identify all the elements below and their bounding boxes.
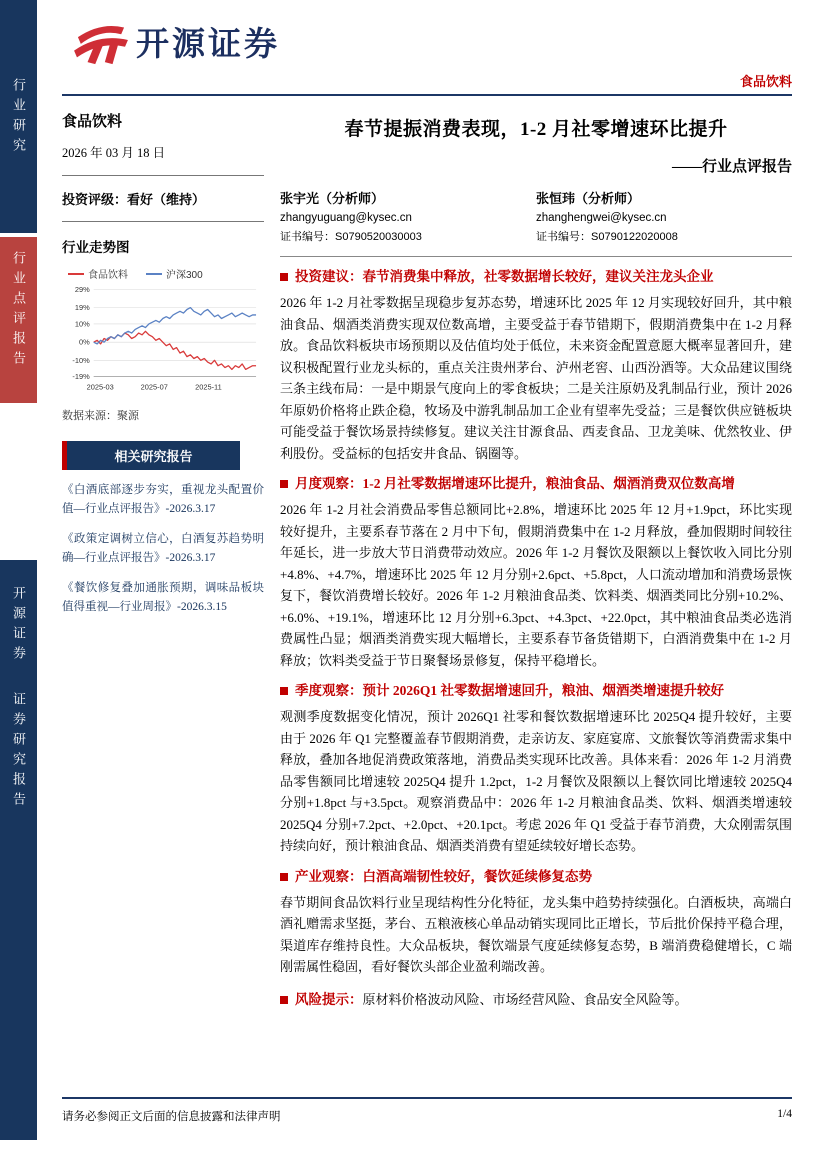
section-body: 观测季度数据变化情况，预计 2026Q1 社零和餐饮数据增速环比 2025Q4 提升较好，主要由于 2026 年 Q1 完整覆盖春节假期消费，走亲访友、家庭宴席、文旅餐饮等消费需求集中释放，叠加各地促消费政策落地，消费品类实现环比改善。具体来看：2026 年 1-2 月消费品零售额同比增速较 2025Q4 提升 1.2pct，1-2 月餐饮及限额以上餐饮同比增速较 2025Q4 分别+1.8pct 与+3.5pct。观察消费品中：2026 年 1-2 月粮油食品类、饮料、烟酒类增速较 2025Q4 分别+7.2pct、+2.0pct、+20.1pct。考虑 2026 年 Q1 受益于春节消费，大众刚需氛围持续向好，预计粮油食品、烟酒类消费有望延续较好增长态势。 bbox=[280, 709, 792, 853]
related-report-link[interactable] bbox=[62, 530, 264, 568]
related-reports-header: 相关研究报告 bbox=[62, 441, 240, 470]
svg-text:2025-03: 2025-03 bbox=[86, 382, 114, 392]
section-heading-text: 投资建议：春节消费集中释放，社零数据增长较好，建议关注龙头企业 bbox=[295, 269, 714, 284]
square-bullet-icon bbox=[280, 873, 288, 881]
report-title: 《餐饮修复叠加通胀预期，调味品板块值得重视—行业周报》 bbox=[62, 582, 264, 613]
trend-chart bbox=[62, 283, 264, 395]
main-column bbox=[280, 96, 792, 1010]
related-report-link[interactable] bbox=[62, 481, 264, 519]
page-number: 1/4 bbox=[777, 1108, 792, 1120]
report-date-suffix: -2026.3.15 bbox=[177, 601, 227, 613]
section-heading bbox=[280, 681, 792, 701]
square-bullet-icon bbox=[280, 480, 288, 488]
report-date-suffix: -2026.3.17 bbox=[165, 503, 216, 515]
square-bullet-icon bbox=[280, 687, 288, 695]
sidebar-bottom-label bbox=[9, 560, 28, 1140]
section-heading bbox=[280, 867, 792, 887]
chart-legend bbox=[68, 266, 264, 281]
legend-label: 沪深300 bbox=[166, 270, 203, 281]
sidebar-industry-research-band bbox=[0, 0, 37, 233]
analyst-email[interactable]: zhangyuguang@kysec.cn bbox=[280, 212, 412, 224]
report-title: 《政策定调树立信心，白酒复苏趋势明确—行业点评报告》 bbox=[62, 533, 264, 564]
report-title: 《白酒底部逐步夯实，重视龙头配置价值—行业点评报告》 bbox=[62, 484, 264, 515]
sidebar-research-text: 证券研究报告 bbox=[11, 692, 26, 812]
sidebar-brand-text: 开源证券 bbox=[11, 586, 26, 666]
square-bullet-icon bbox=[280, 996, 288, 1004]
trend-chart-svg bbox=[62, 283, 260, 395]
brand-name: 开源证券 bbox=[136, 26, 280, 63]
section-heading-text: 季度观察：预计 2026Q1 社零数据增速回升，粮油、烟酒类增速提升较好 bbox=[295, 683, 724, 698]
section-investment-advice bbox=[280, 267, 792, 464]
report-title: 春节提振消费表现，1-2 月社零增速环比提升 bbox=[344, 119, 728, 140]
legend-item-index bbox=[146, 266, 203, 281]
analyst-cert: 证书编号：S0790122020008 bbox=[536, 231, 678, 243]
legend-label: 食品饮料 bbox=[88, 270, 128, 281]
analyst-name: 张宇光（分析师） bbox=[280, 191, 385, 206]
page-header bbox=[62, 0, 792, 96]
industry-title: 食品饮料 bbox=[62, 114, 123, 130]
report-date-suffix: -2026.3.17 bbox=[165, 552, 216, 564]
section-heading bbox=[280, 267, 792, 287]
report-subtitle: ——行业点评报告 bbox=[671, 159, 792, 175]
sidebar-brand-band bbox=[0, 560, 37, 1140]
brand-logo bbox=[72, 16, 280, 66]
sidebar-top-label: 行业研究 bbox=[11, 78, 26, 158]
svg-text:-19%: -19% bbox=[72, 372, 90, 382]
section-monthly-observation bbox=[280, 474, 792, 671]
report-date: 2026 年 03 月 18 日 bbox=[62, 143, 264, 176]
legend-item-industry bbox=[68, 266, 128, 281]
svg-text:2025-07: 2025-07 bbox=[140, 382, 168, 392]
investment-rating: 投资评级：看好（维持） bbox=[62, 176, 264, 222]
data-source-note: 数据来源：聚源 bbox=[62, 410, 139, 422]
related-report-link[interactable] bbox=[62, 579, 264, 617]
content-area bbox=[62, 0, 792, 1010]
risk-heading: 风险提示： bbox=[295, 991, 363, 1007]
legend-line-blue-icon bbox=[146, 273, 162, 275]
header-category-label: 食品饮料 bbox=[739, 74, 792, 89]
section-heading-text: 月度观察：1-2 月社零数据增速环比提升，粮油食品、烟酒消费双位数高增 bbox=[295, 476, 735, 491]
svg-text:-10%: -10% bbox=[72, 355, 90, 365]
risk-warning bbox=[280, 990, 792, 1010]
section-heading bbox=[280, 474, 792, 494]
svg-text:19%: 19% bbox=[74, 303, 90, 313]
section-heading-text: 产业观察：白酒高端韧性较好，餐饮延续修复态势 bbox=[295, 868, 592, 884]
risk-body: 原材料价格波动风险、市场经营风险、食品安全风险等。 bbox=[362, 991, 688, 1007]
svg-text:29%: 29% bbox=[74, 285, 90, 295]
page-footer bbox=[62, 1097, 792, 1124]
section-body: 2026 年 1-2 月社零数据呈现稳步复苏态势，增速环比 2025 年 12 月实现较好回升，其中粮油食品、烟酒类消费实现双位数高增，主要受益于春节错期下，假期消费集中在 1-2 月释放。食品饮料板块市场预期以及估值均处于低位，未来资金配置意愿大概率显著回升，建议积极配置行业龙头标的，重点关注贵州茅台、泸州老窖、山西汾酒等。大众品建议围绕三条主线布局：一是中期景气度向上的零食板块；二是关注原奶及乳制品行业，预计 2026 年原奶价格将止跌企稳，牧场及中游乳制品加工企业有望率先受益；三是餐饮供应链板块可能受益于餐饮场景持续修复。建议关注甘源食品、西麦食品、卫龙美味、优然牧业、伊利股份。受益标的包括安井食品、锅圈等。 bbox=[280, 295, 792, 461]
svg-text:2025-11: 2025-11 bbox=[195, 382, 222, 392]
analyst-block bbox=[280, 188, 792, 257]
two-column-layout bbox=[62, 96, 792, 1010]
section-quarterly-observation bbox=[280, 681, 792, 857]
square-bullet-icon bbox=[280, 273, 288, 281]
kaiyuan-logo-icon bbox=[72, 16, 130, 66]
section-body: 2026 年 1-2 月社会消费品零售总额同比+2.8%，增速环比 2025 年 12 月+1.9pct，环比实现较好提升，主要系春节落在 2 月中下旬，假期消费集中在 1-2 月释放，叠加假期时间较往年延长，进一步放大节日消费带动效应。2026 年 1-2 月餐饮及限额以上餐饮收入同比分别+4.8%、+4.7%，增速环比 2025 年 12 月分别+2.6pct、+5.8pct，人口流动增加和消费场景恢复下，餐饮消费增长较好。2026 年 1-2 月粮油食品类、饮料类、烟酒类同比分别+10.2%、+6.0%、+19.1%，增速环比 12 月分别+6.3pct、+4.3pct、+22.0pct，其中粮油食品类必选消费属性凸显；烟酒类消费实现大幅增长，主要系春节备货错期下，白酒消费集中在 1-2 月释放；饮料类受益于节日聚餐场景修复，保持平稳增长。 bbox=[280, 502, 792, 668]
analyst-2 bbox=[536, 188, 792, 244]
svg-text:0%: 0% bbox=[79, 337, 90, 347]
section-industry-observation bbox=[280, 867, 792, 978]
analyst-1 bbox=[280, 188, 536, 244]
sidebar-mid-label: 行业点评报告 bbox=[11, 251, 26, 371]
analyst-name: 张恒玮（分析师） bbox=[536, 191, 641, 206]
analyst-cert: 证书编号：S0790520030003 bbox=[280, 231, 422, 243]
chart-title: 行业走势图 bbox=[62, 240, 130, 255]
analyst-email[interactable]: zhanghengwei@kysec.cn bbox=[536, 212, 667, 224]
sidebar-report-type-band bbox=[0, 237, 37, 403]
section-body: 春节期间食品饮料行业呈现结构性分化特征，龙头集中趋势持续强化。白酒板块，高端白酒礼赠需求坚挺，茅台、五粮液核心单品动销实现同比正增长，节后批价保持平稳合理，渠道库存维持良性。大众品板块，餐饮端景气度延续修复态势，B 端消费稳健增长，C 端刚需属性稳固，看好餐饮头部企业盈利端改善。 bbox=[280, 894, 792, 974]
legend-line-red-icon bbox=[68, 273, 84, 275]
svg-text:10%: 10% bbox=[74, 319, 90, 329]
footer-disclaimer: 请务必参阅正文后面的信息披露和法律声明 bbox=[62, 1111, 281, 1123]
left-column bbox=[62, 96, 264, 617]
